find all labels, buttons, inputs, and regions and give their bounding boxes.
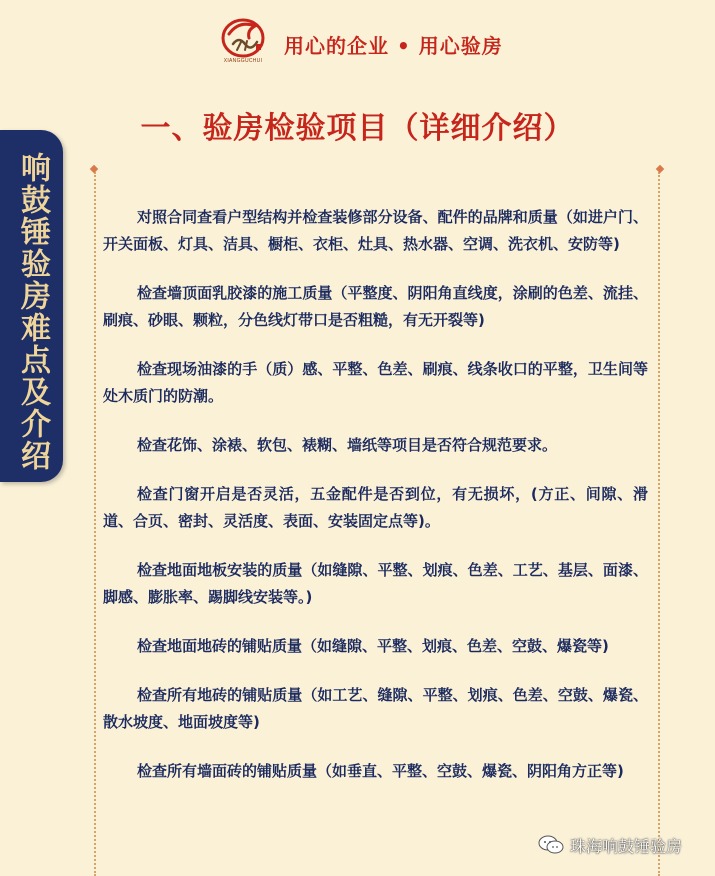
list-item: 检查所有地砖的铺贴质量（如工艺、缝隙、平整、划痕、色差、空鼓、爆瓷、散水坡度、地面坡度等) xyxy=(103,686,648,731)
page-title: 一、验房检验项目（详细介绍） xyxy=(140,111,575,146)
slogan: 用心的企业 • 用心验房 xyxy=(284,34,503,58)
header xyxy=(0,0,715,80)
watermark-text: 珠海响鼓锤验房 xyxy=(570,836,683,856)
watermark xyxy=(538,834,682,856)
list-item: 检查所有墙面砖的铺贴质量（如垂直、平整、空鼓、爆瓷、阴阳角方正等) xyxy=(137,762,624,780)
list-item: 检查地面地砖的铺贴质量（如缝隙、平整、划痕、色差、空鼓、爆瓷等) xyxy=(137,637,609,655)
logo-subtext: XIANGGUCHUI xyxy=(223,58,263,64)
wechat-icon xyxy=(538,835,564,855)
side-tab-label: 响鼓锤验房难点及介绍 xyxy=(15,152,50,472)
inspection-list xyxy=(103,204,648,807)
list-item: 检查门窗开启是否灵活，五金配件是否到位，有无损坏，(方正、间隙、滑道、合页、密封、灵活度、表面、安装固定点等)。 xyxy=(103,485,648,530)
list-item: 对照合同查看户型结构并检查装修部分设备、配件的品牌和质量（如进户门、开关面板、灯具、洁具、橱柜、衣柜、灶具、热水器、空调、洗衣机、安防等) xyxy=(103,208,648,253)
list-item: 检查花饰、涂裱、软包、裱糊、墙纸等项目是否符合规范要求。 xyxy=(137,436,558,454)
list-item: 检查现场油漆的手（质）感、平整、色差、刷痕、线条收口的平整，卫生间等处木质门的防潮。 xyxy=(103,360,648,405)
list-item: 检查墙顶面乳胶漆的施工质量（平整度、阴阳角直线度，涂刷的色差、流挂、刷痕、砂眼、颗粒，分色线灯带口是否粗糙，有无开裂等) xyxy=(103,284,648,329)
list-item: 检查地面地板安装的质量（如缝隙、平整、划痕、色差、工艺、基层、面漆、脚感、膨胀率、踢脚线安装等。) xyxy=(103,561,648,606)
